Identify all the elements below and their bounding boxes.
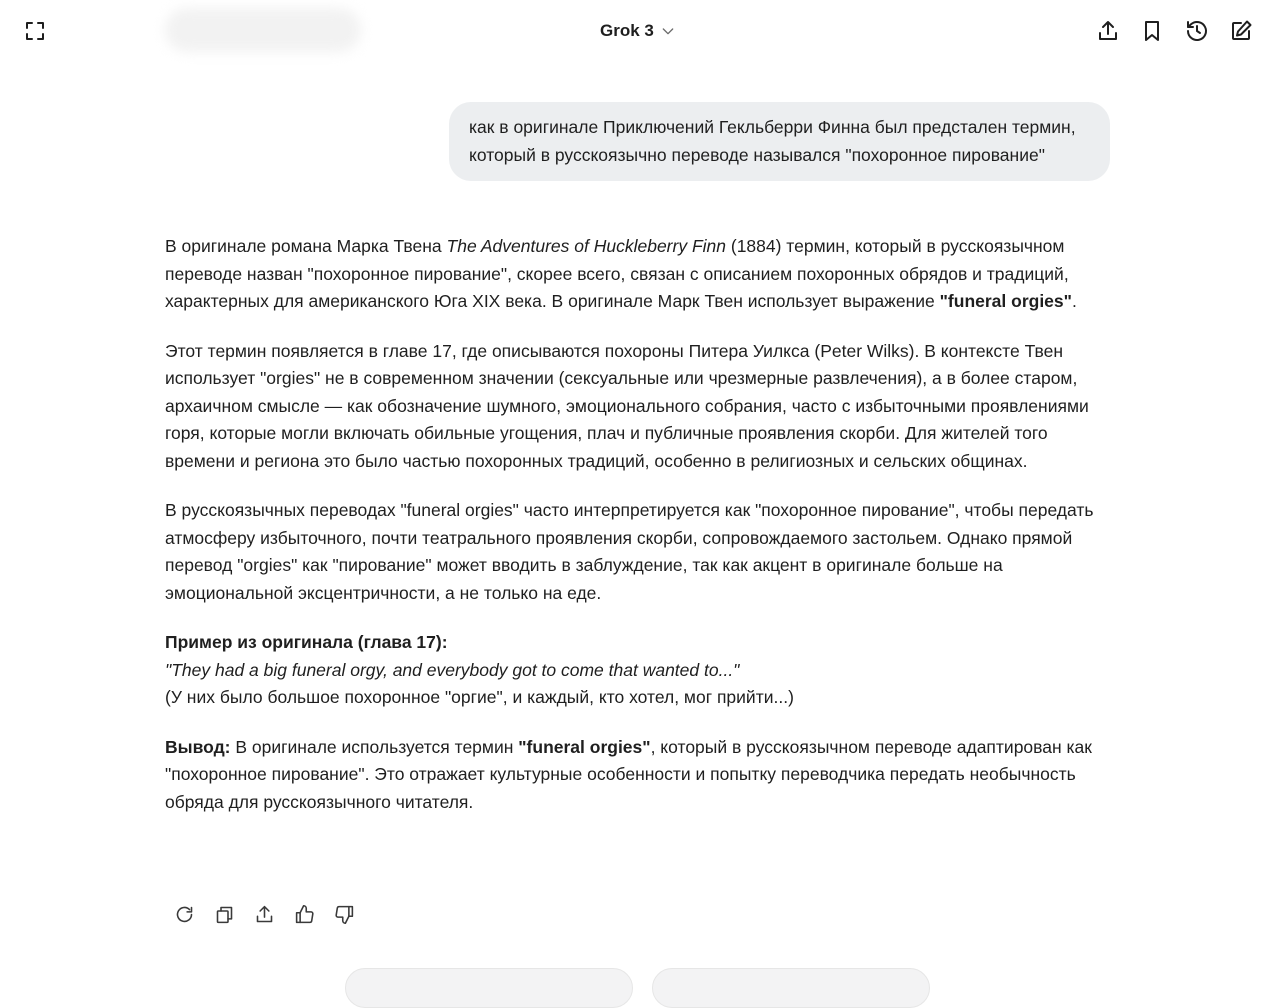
response-actions [172,902,356,926]
assistant-answer [165,233,1110,838]
edit-icon [1229,19,1253,43]
conclusion-label: Вывод: [165,736,231,757]
regenerate-button[interactable] [172,902,196,926]
answer-text: В оригинале романа Марка Твена [165,236,447,256]
bookmark-button[interactable] [1139,18,1165,44]
answer-text: . [1071,291,1077,311]
example-block [165,629,1110,712]
expand-icon [23,19,47,43]
conclusion-paragraph [165,734,1110,817]
share-response-button[interactable] [252,902,276,926]
like-button[interactable] [292,902,316,926]
term-highlight: "funeral orgies" [939,291,1072,311]
top-bar [0,0,1280,62]
book-title: The Adventures of Huckleberry Finn [446,236,726,256]
answer-paragraph-3: В русскоязычных переводах "funeral orgies" часто интерпретируется как "похоронное пирование", чтобы передать атмосферу избыточного, почти театрального проявления скорби, сопровождаемого застольем. Однако прямой перевод "orgies" как "пирование" может вводить в заблуждение, так как акцент в оригинале больше на эмоциональной эксцентричности, а не только на еде. [165,500,1094,603]
conversation-title [165,8,361,52]
new-chat-button[interactable] [1228,18,1254,44]
history-button[interactable] [1184,18,1210,44]
thumbs-down-icon [334,904,355,925]
example-translation: (У них было большое похоронное "оргие", и каждый, кто хотел, мог прийти...) [165,687,794,707]
answer-paragraph-1 [165,233,1110,316]
copy-button[interactable] [212,902,236,926]
chevron-down-icon [660,23,676,39]
dislike-button[interactable] [332,902,356,926]
answer-text: (1884) термин, который в русскоязычном переводе назван "похоронное пирование", скорее всего, связан с описанием похоронных обрядов и традиций, характерных для американского Юга XIX века. В оригинале Марк Твен использует выражение [165,236,1069,311]
example-heading: Пример из оригинала (глава 17): [165,632,448,652]
model-label: Grok 3 [600,21,654,40]
expand-button[interactable] [22,18,48,44]
user-message: как в оригинале Приключений Гекльберри Финна был предстален термин, который в русскоязычно переводе назывался "похоронное пирование" [449,102,1110,181]
bookmark-icon [1140,19,1164,43]
copy-icon [214,904,235,925]
thumbs-up-icon [294,904,315,925]
answer-paragraph-2: Этот термин появляется в главе 17, где описываются похороны Питера Уилкса (Peter Wilks). В контексте Твен использует "orgies" не в современном значении (сексуальные или чрезмерные развлечения), а в более старом, архаичном смысле — как обозначение шумного, эмоционального собрания, часто с избыточными проявлениями горя, которые могли включать обильные угощения, плач и публичные проявления скорби. Для жителей того времени и региона это было частью похоронных традиций, особенно в религиозных и сельских общинах. [165,340,1089,471]
regenerate-icon [174,904,195,925]
example-quote: "They had a big funeral orgy, and everybody got to come that wanted to..." [165,659,740,680]
suggestion-chip[interactable] [652,968,930,1008]
share-icon [254,904,275,925]
answer-text: , который в русскоязычном переводе адаптирован как "похоронное пирование". Это отражает культурные особенности и попытку переводчика передать необычность обряда для русскоязычного читателя. [165,736,1092,812]
model-selector[interactable] [600,19,676,43]
answer-text: В оригинале используется термин [230,736,519,757]
share-icon [1096,19,1120,43]
suggestion-chip[interactable] [345,968,633,1008]
term-highlight: "funeral orgies" [518,736,651,757]
history-icon [1185,19,1209,43]
share-button[interactable] [1095,18,1121,44]
